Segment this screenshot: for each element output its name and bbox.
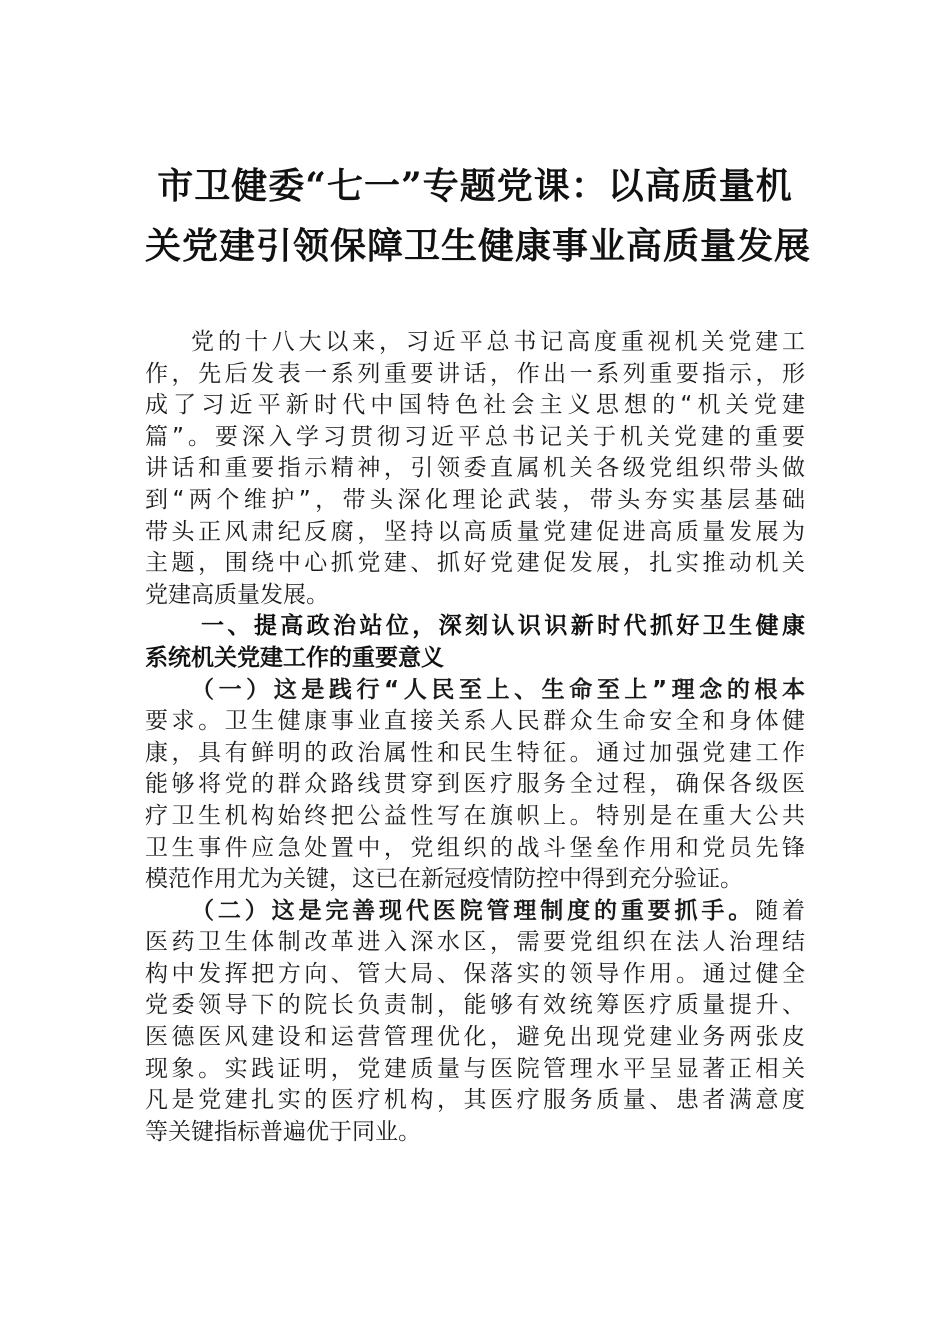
item-2-line: 凡是党建扎实的医疗机构，其医疗服务质量、患者满意度: [145, 1087, 805, 1114]
section-heading-line: 系统机关党建工作的重要意义: [145, 644, 444, 671]
item-2-line: 现象。实践证明，党建质量与医院管理水平呈显著正相关: [145, 1055, 805, 1082]
item-2-lead-rest: 随着: [755, 897, 805, 924]
intro-line: 主题，围绕中心抓党建、抓好党建促发展，扎实推动机关: [145, 550, 805, 577]
item-2-line: 医德医风建设和运营管理优化，避免出现党建业务两张皮: [145, 1024, 805, 1051]
intro-line: 党的十八大以来，习近平总书记高度重视机关党建工: [191, 329, 805, 355]
item-2-line: 等关键指标普遍优于同业。: [145, 1118, 421, 1145]
intro-line: 成了习近平新时代中国特色社会主义思想的“机关党建: [145, 392, 805, 419]
item-2-lead-line: [145, 896, 805, 928]
intro-line: 带头正风肃纪反腐，坚持以高质量党建促进高质量发展为: [145, 518, 805, 545]
document-title-line-1: 市卫健委“七一”专题党课：以高质量机: [157, 165, 793, 207]
document-title-line-2: 关党建引领保障卫生健康事业高质量发展: [145, 225, 812, 267]
item-1-line: 要求。卫生健康事业直接关系人民群众生命安全和身体健: [145, 708, 805, 735]
intro-line: 作，先后发表一系列重要讲话，作出一系列重要指示，形: [145, 360, 805, 387]
item-1-line: 能够将党的群众路线贯穿到医疗服务全过程，确保各级医: [145, 771, 805, 798]
item-1-line: 模范作用尤为关键，这已在新冠疫情防控中得到充分验证。: [145, 866, 743, 893]
item-1-line: 康，具有鲜明的政治属性和民生特征。通过加强党建工作: [145, 739, 805, 766]
item-2-lead: （二）这是完善现代医院管理制度的重要抓手。: [191, 897, 756, 924]
item-2-line: 构中发挥把方向、管大局、保落实的领导作用。通过健全: [145, 960, 805, 987]
item-2-line: 医药卫生体制改革进入深水区，需要党组织在法人治理结: [145, 929, 805, 956]
intro-line: 到“两个维护”，带头深化理论武装，带头夯实基层基础: [145, 486, 805, 513]
intro-line: 篇”。要深入学习贯彻习近平总书记关于机关党建的重要: [145, 423, 805, 450]
section-heading-line: 一、提高政治站位，深刻认识识新时代抓好卫生健康: [201, 613, 805, 640]
item-2-line: 党委领导下的院长负责制，能够有效统筹医疗质量提升、: [145, 992, 805, 1019]
item-1-line: 卫生事件应急处置中，党组织的战斗堡垒作用和党员先锋: [145, 834, 805, 861]
document-body: [145, 327, 805, 1148]
intro-line: 党建高质量发展。: [145, 581, 329, 608]
item-1-line: 疗卫生机构始终把公益性写在旗帜上。特别是在重大公共: [145, 802, 805, 829]
intro-line: 讲话和重要指示精神，引领委直属机关各级党组织带头做: [145, 455, 805, 482]
item-1-lead: （一）这是践行“人民至上、生命至上”理念的根本: [191, 676, 805, 703]
